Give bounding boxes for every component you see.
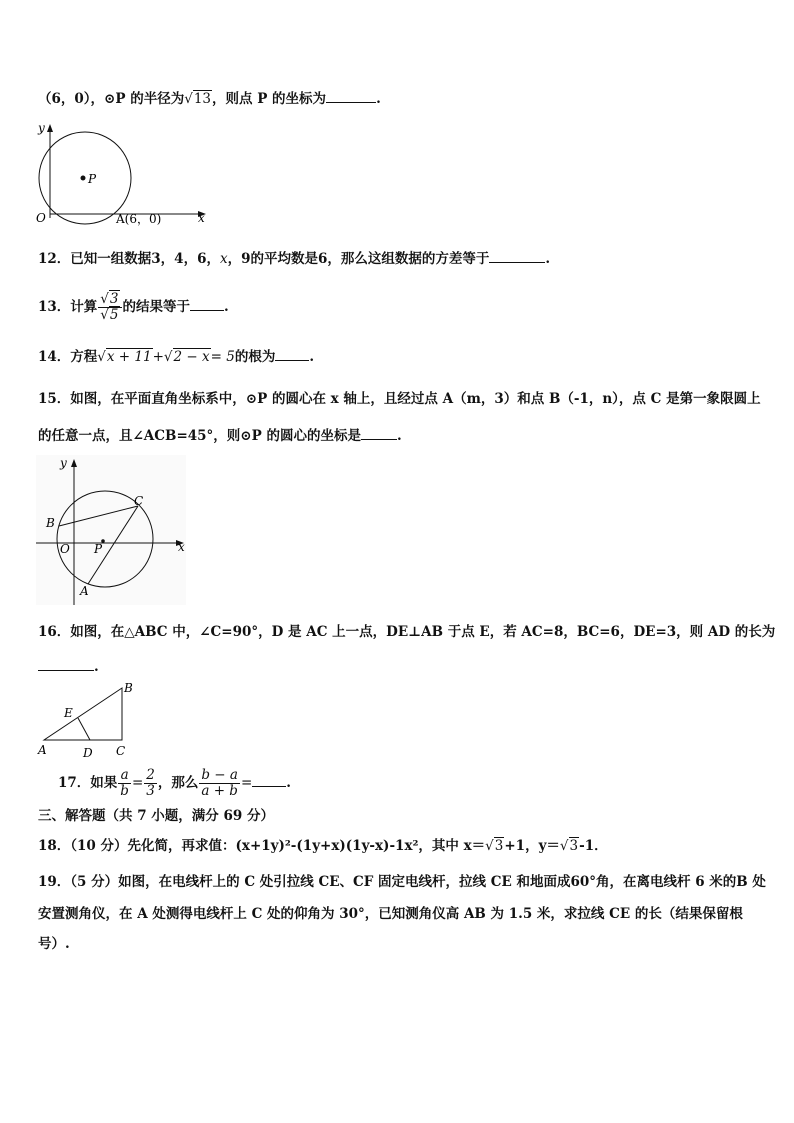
fig1-x-label: x: [198, 211, 205, 225]
fig2-b-label: B: [46, 516, 55, 530]
q12-text: 12．已知一组数据3，4，6，x，9的平均数是6，那么这组数据的方差等于 .: [38, 248, 550, 269]
figure-right-triangle: [36, 680, 156, 760]
sqrt-13: √13: [184, 91, 211, 107]
fig3-c-label: C: [116, 744, 126, 758]
fig2-p-label: P: [94, 542, 103, 556]
answer-blank-16: [38, 656, 94, 671]
fig2-y-label: y: [60, 456, 67, 470]
q19-line3: 号）.: [38, 936, 70, 952]
fig3-a-label: A: [38, 743, 47, 757]
q16-line2: .: [38, 656, 99, 677]
answer-blank-11: [326, 88, 376, 103]
section-3-heading: 三、解答题（共 7 小题，满分 69 分）: [38, 808, 274, 824]
sqrt-3-b: √3: [559, 838, 579, 854]
fig2-c-label: C: [134, 494, 144, 508]
fig2-origin-label: O: [60, 542, 70, 556]
q14-text: 14．方程√x + 11+√2 − x= 5的根为 .: [38, 346, 314, 367]
fig3-d-label: D: [83, 746, 93, 760]
q15-line2: 的任意一点，且∠ACB=45°，则⊙P 的圆心的坐标是 .: [38, 425, 402, 446]
fig1-origin-label: O: [36, 211, 46, 225]
q15-line1: 15．如图，在平面直角坐标系中，⊙P 的圆心在 x 轴上，且经过点 A（m，3）和点 B（-1，n），点 C 是第一象限圆上: [38, 391, 761, 407]
answer-blank-14: [275, 346, 309, 361]
q19-line2: 安置测角仪，在 A 处测得电线杆上 C 处的仰角为 30°，已知测角仪高 AB 为 1.5 米，求拉线 CE 的长（结果保留根: [38, 906, 743, 922]
fig1-p-label: P: [88, 172, 97, 186]
fig3-b-label: B: [124, 681, 133, 695]
figure-circle-p: [30, 118, 210, 228]
q16-line1: 16．如图，在△ABC 中，∠C=90°，D 是 AC 上一点，DE⊥AB 于点 E，若 AC=8，BC=6，DE=3，则 AD 的长为: [38, 624, 776, 640]
q17-text: 17．如果 $\frac{a}{b}$ = $\frac{2}{3}$ ，那么 $\frac{b - a}{a + b}$ = .: [58, 767, 291, 799]
answer-blank-15: [361, 425, 397, 440]
figure-circle-abc: [32, 455, 192, 605]
q11-text: （6，0），⊙P 的半径为√13，则点 P 的坐标为 .: [38, 88, 381, 109]
point-p-dot: [81, 176, 86, 181]
sqrt-2-minus-x: √2 − x: [163, 349, 210, 365]
fraction-a-over-b: $\frac{a}{b}$: [120, 767, 129, 799]
sqrt-3-a: √3: [485, 838, 504, 854]
fraction-bma-over-apb: $\frac{b - a}{a + b}$: [201, 767, 238, 799]
fig2-x-label: x: [178, 540, 185, 554]
answer-blank-12: [489, 248, 545, 263]
q13-text: 13．计算 $\frac{√3}{√5}$ 的结果等于 .: [38, 291, 229, 323]
fraction-2-over-3: $\frac{2}{3}$: [146, 767, 155, 799]
fig2-a-label: A: [80, 584, 89, 598]
fig1-y-label: y: [38, 121, 45, 135]
sqrt-x-plus-11: √x + 11: [97, 349, 152, 365]
fig3-e-label: E: [64, 706, 73, 720]
q18-text: 18．（10 分）先化简，再求值：(x+1y)²-(1y+x)(1y-x)-1x²，其中 x＝√3+1，y＝√3-1．: [38, 838, 608, 854]
fraction-sqrt3-over-sqrt5: $\frac{√3}{√5}$: [98, 292, 121, 323]
answer-blank-13: [190, 296, 224, 311]
answer-blank-17: [252, 772, 286, 787]
q19-line1: 19．（5 分）如图，在电线杆上的 C 处引拉线 CE、CF 固定电线杆，拉线 CE 和地面成60°角，在离电线杆 6 米的B 处: [38, 874, 766, 890]
fig1-a-label: A(6，0): [116, 212, 162, 226]
